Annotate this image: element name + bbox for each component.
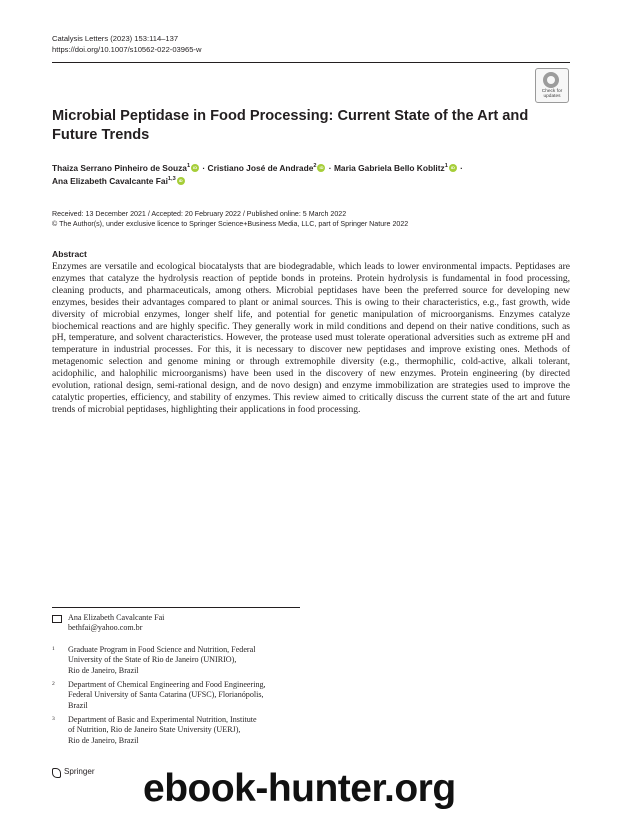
doi-link[interactable]: https://doi.org/10.1007/s10562-022-03965-w [52, 45, 202, 54]
springer-horse-icon [52, 768, 61, 778]
author[interactable]: Cristiano José de Andrade$^2$ [207, 163, 317, 173]
author[interactable]: Ana Elizabeth Cavalcante Fai$^{1,3}$ [52, 176, 176, 186]
envelope-icon [52, 615, 62, 623]
publication-dates [52, 209, 570, 229]
affiliation-line: Department of Chemical Engineering and Food Engineering, [68, 680, 266, 689]
badge-label-line1: Check for [541, 89, 563, 94]
affiliation-number: 1 [52, 646, 55, 652]
author[interactable]: Maria Gabriela Bello Koblitz$^1$ [333, 163, 448, 173]
email-link[interactable]: bethfai@yahoo.com.br [68, 623, 143, 632]
badge-label-line2: updates [543, 94, 561, 100]
orcid-icon[interactable] [317, 164, 325, 172]
footnote-divider [52, 607, 300, 608]
author-separator: · [457, 163, 463, 173]
corresponding-author: Ana Elizabeth Cavalcante Fai [68, 613, 165, 622]
header-divider [52, 62, 570, 63]
author-separator: · [200, 163, 208, 173]
abstract-heading: Abstract [52, 249, 87, 259]
affiliation-number: 3 [52, 716, 55, 722]
journal-citation: Catalysis Letters (2023) 153:114–137 [52, 34, 179, 43]
affiliation-line: Federal University of Santa Catarina (UFSC), Florianópolis, [68, 690, 264, 700]
author-separator: · [326, 163, 334, 173]
badge-label [536, 89, 568, 100]
watermark: ebook-hunter.org [143, 767, 456, 810]
author-list [52, 162, 570, 188]
affiliation-line: Rio de Janeiro, Brazil [68, 735, 139, 745]
affiliation-line: of Nutrition, Rio de Janeiro State University (UERJ), [68, 725, 241, 735]
publisher-name: Springer [64, 767, 95, 776]
orcid-icon[interactable] [177, 177, 185, 185]
affiliation-line: Department of Basic and Experimental Nutrition, Institute [68, 715, 257, 724]
crossmark-icon [543, 72, 559, 88]
history-dates: Received: 13 December 2021 / Accepted: 20 February 2022 / Published online: 5 March 2022 [52, 210, 347, 218]
abstract-text: Enzymes are versatile and ecological biocatalysts that are biodegradable, which leads to lower environmental impacts. Peptidases are enzymes that catalyze the hydrolysis reaction of peptide bonds in proteins. Protein hydrolysis is fundamental in food processing, cleaning products, and pharmaceuticals, among others. Microbial peptidases have been the preferred source for developing new enzymes, besides their advantages compared to plant or animal sources. This is owing to their characteristics, e.g., fast growth, wide diversity of microbial enzymes, longer shelf life, and potential for genetic manipulation of microorganisms. Enzymes catalyze biochemical reactions and are highly specific. They generally work in mild conditions and depend on their native conditions, such as pH, temperature, and solvent characteristics. However, the protease used must tolerate operational adversities such as extreme pH and temperature in industrial processes. For this, it is necessary to discover new peptidases and improve existing ones. Methods of metagenomic selection and genome mining or through extremophile diversity (e.g., thermophilic, cold-active, alkali tolerant, acidophilic, and halophilic microorganisms) have been used in the discovery of new enzymes. Protein engineering (by directed evolution, rational design, semi-rational design, and de novo design) and enzyme immobilization are strategies used to improve the catalytic properties, efficiency, and stability of enzymes. This review aimed to critically discuss the current state of the art and future trends of microbial peptidases, highlighting their applications in food processing. [52, 262, 570, 415]
article-title: Microbial Peptidase in Food Processing: Current State of the Art and Future Trends [52, 108, 529, 143]
affiliation-line: Rio de Janeiro, Brazil [68, 665, 139, 675]
journal-header [52, 33, 201, 55]
copyright-notice: © The Author(s), under exclusive licence to Springer Science+Business Media, LLC, part of Springer Nature 2022 [52, 220, 409, 228]
author[interactable]: Thaiza Serrano Pinheiro de Souza$^1$ [52, 163, 191, 173]
check-for-updates-badge[interactable] [535, 68, 569, 103]
affiliation-line: Graduate Program in Food Science and Nutrition, Federal [68, 645, 256, 654]
affiliation-number: 2 [52, 681, 55, 687]
orcid-icon[interactable] [449, 164, 457, 172]
affiliation-line: Brazil [68, 700, 88, 710]
orcid-icon[interactable] [191, 164, 199, 172]
affiliation-line: University of the State of Rio de Janeiro (UNIRIO), [68, 655, 237, 665]
